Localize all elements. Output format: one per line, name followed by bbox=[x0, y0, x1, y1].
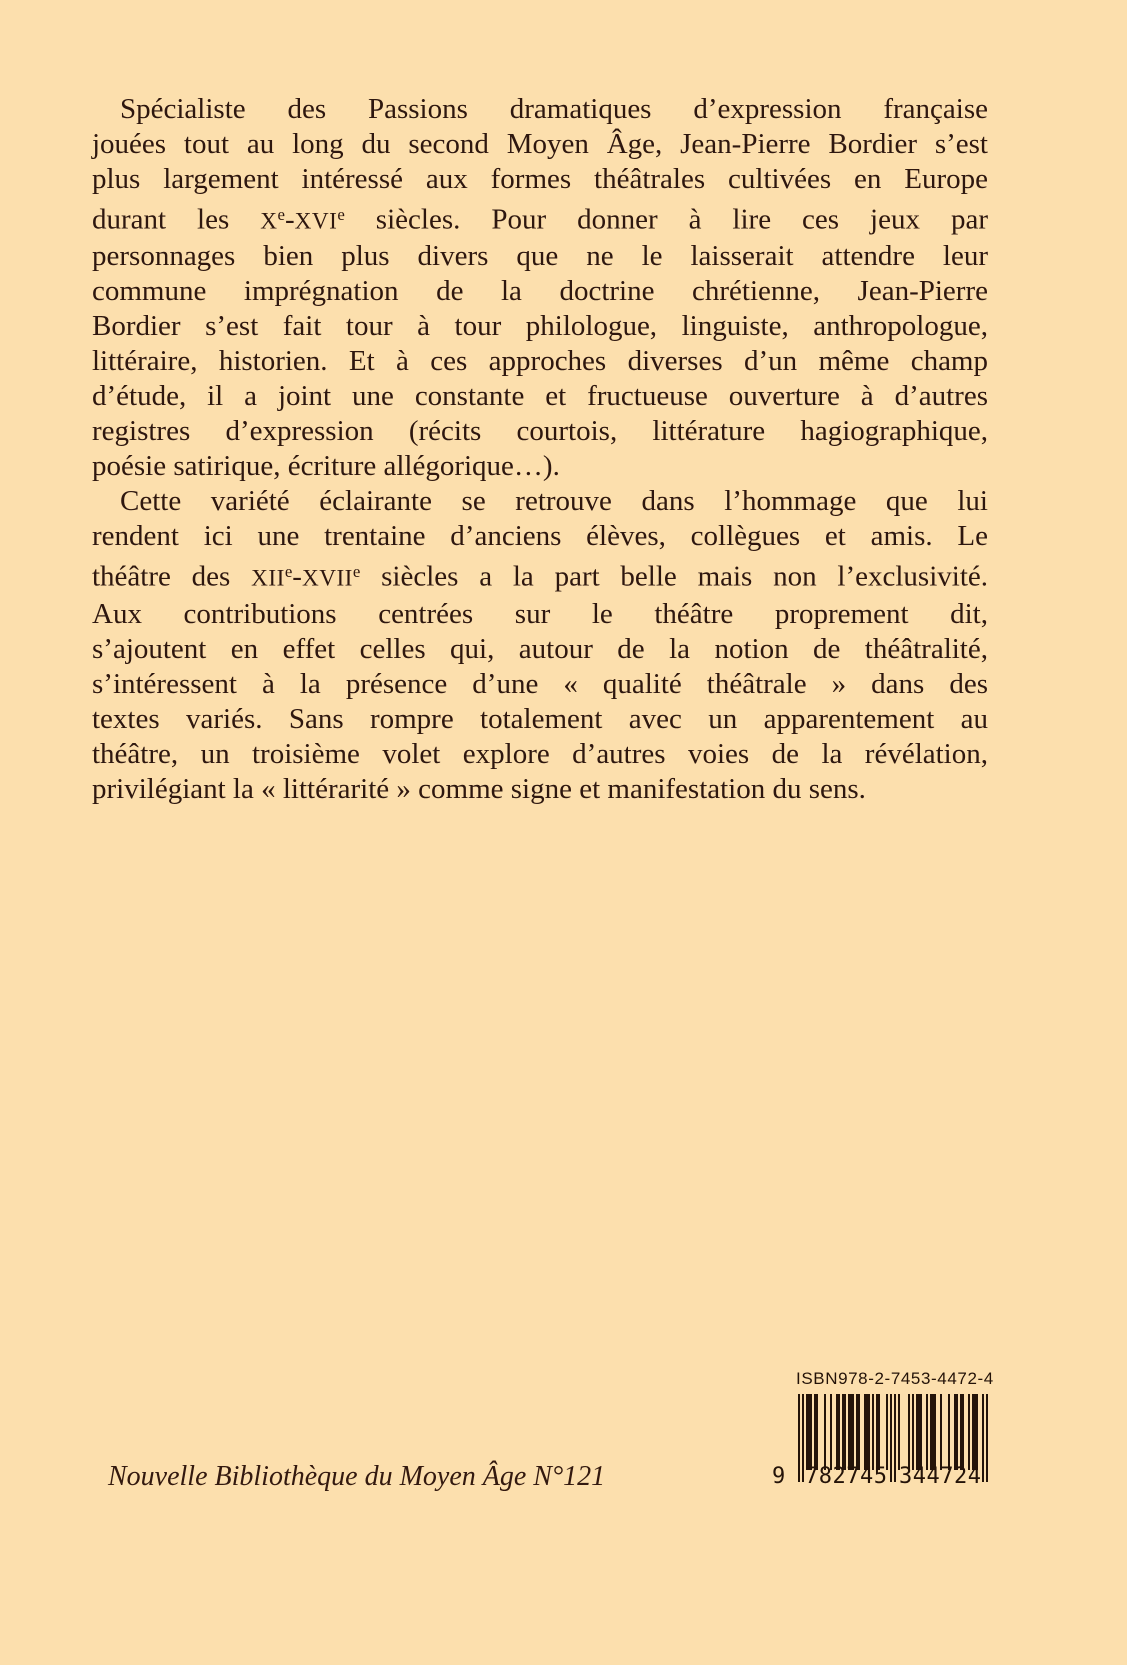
text-line: Spécialiste des Passions dramatiques d’expression française bbox=[120, 93, 988, 125]
barcode-bar bbox=[824, 1394, 826, 1470]
barcode-digit: 5 bbox=[873, 1464, 887, 1489]
barcode-bar bbox=[856, 1394, 860, 1470]
barcode-bar bbox=[864, 1394, 870, 1470]
barcode-bar bbox=[916, 1394, 922, 1470]
isbn-prefix: ISBN bbox=[796, 1369, 839, 1388]
barcode-digit: 2 bbox=[832, 1464, 846, 1489]
text-line: théâtre des XIIe-XVIIe siècles a la part belle mais non l’exclusivité. bbox=[92, 560, 988, 593]
text-line: textes variés. Sans rompre totalement avec un apparentement au bbox=[92, 702, 988, 735]
ordinal-superscript: e bbox=[277, 205, 285, 224]
text-line: plus largement intéressé aux formes théâtrales cultivées en Europe bbox=[92, 163, 988, 195]
series-title: Nouvelle Bibliothèque du Moyen Âge N°121 bbox=[108, 1461, 606, 1492]
barcode-bar bbox=[908, 1394, 910, 1470]
barcode-bar bbox=[848, 1394, 854, 1470]
barcode-bar bbox=[960, 1394, 964, 1470]
paragraph bbox=[92, 484, 988, 806]
text-line: s’ajoutent en effet celles qui, autour de la notion de théâtralité, bbox=[92, 632, 988, 665]
roman-numeral: X bbox=[260, 208, 278, 235]
barcode-digit: 4 bbox=[967, 1464, 981, 1489]
barcode-bar bbox=[802, 1394, 804, 1482]
barcode-bar bbox=[886, 1394, 888, 1470]
barcode-digit: 7 bbox=[940, 1464, 954, 1489]
roman-numeral: XII bbox=[251, 565, 285, 592]
ordinal-superscript: e bbox=[284, 562, 293, 582]
text-line: d’étude, il a joint une constante et fructueuse ouverture à d’autres bbox=[92, 380, 988, 413]
text-line: Bordier s’est fait tour à tour philologue, linguiste, anthropologue, bbox=[92, 310, 988, 343]
barcode-digit: 2 bbox=[954, 1464, 968, 1489]
barcode-bar bbox=[894, 1394, 896, 1482]
barcode-digit: 4 bbox=[860, 1464, 874, 1489]
text-line: commune imprégnation de la doctrine chrétienne, Jean-Pierre bbox=[92, 275, 988, 308]
barcode-digit-group-left bbox=[805, 1464, 887, 1489]
body-text bbox=[92, 92, 988, 807]
barcode-bar bbox=[876, 1394, 880, 1470]
roman-numeral: XVI bbox=[294, 208, 338, 235]
text-line: registres d’expression (récits courtois, littérature hagiographique, bbox=[92, 415, 988, 448]
isbn-barcode-block bbox=[772, 1369, 994, 1494]
barcode-digit: 8 bbox=[818, 1464, 832, 1489]
barcode-digit-group-right bbox=[899, 1464, 981, 1489]
barcode-bar bbox=[842, 1394, 846, 1470]
paragraph bbox=[92, 92, 988, 484]
barcode-bar bbox=[940, 1394, 942, 1470]
barcode-bar bbox=[898, 1394, 900, 1470]
text-line: théâtre, un troisième volet explore d’autres voies de la révélation, bbox=[92, 737, 988, 770]
isbn-number: 978-2-7453-4472-4 bbox=[838, 1369, 994, 1388]
barcode-digit: 7 bbox=[846, 1464, 860, 1489]
text-line: poésie satirique, écriture allégorique…). bbox=[92, 450, 560, 483]
barcode-digit: 3 bbox=[899, 1464, 913, 1489]
barcode-bar bbox=[986, 1394, 988, 1482]
text-line: durant les Xe-XVIe siècles. Pour donner à lire ces jeux par bbox=[92, 203, 988, 236]
text-line: rendent ici une trentaine d’anciens élèves, collègues et amis. Le bbox=[92, 520, 988, 553]
barcode-bar bbox=[972, 1394, 978, 1470]
text-line: Aux contributions centrées sur le théâtre proprement dit, bbox=[92, 597, 988, 630]
text-line: Cette variété éclairante se retrouve dans l’hommage que lui bbox=[120, 485, 988, 518]
ordinal-superscript: e bbox=[337, 205, 345, 224]
barcode-bar bbox=[954, 1394, 958, 1470]
ordinal-superscript: e bbox=[352, 562, 361, 582]
text-line: littéraire, historien. Et à ces approches diverses d’un même champ bbox=[92, 345, 988, 378]
text-line: jouées tout au long du second Moyen Âge, Jean-Pierre Bordier s’est bbox=[92, 128, 988, 160]
barcode-bar bbox=[912, 1394, 914, 1470]
barcode-bar bbox=[830, 1394, 832, 1470]
barcode-bar bbox=[926, 1394, 928, 1470]
text-line: personnages bien plus divers que ne le laisserait attendre leur bbox=[92, 240, 988, 273]
text-line: s’intéressent à la présence d’une « qualité théâtrale » dans des bbox=[92, 667, 988, 700]
barcode-bar bbox=[814, 1394, 818, 1470]
barcode-bar bbox=[890, 1394, 892, 1482]
barcode-digit: 4 bbox=[912, 1464, 926, 1489]
text-line: privilégiant la « littérarité » comme signe et manifestation du sens. bbox=[92, 772, 866, 805]
barcode-digit-lead: 9 bbox=[772, 1464, 786, 1489]
barcode-bar bbox=[982, 1394, 984, 1482]
barcode-bar bbox=[798, 1394, 800, 1482]
barcode-bar bbox=[872, 1394, 874, 1470]
barcode-bar bbox=[806, 1394, 812, 1470]
barcode-bar bbox=[968, 1394, 970, 1470]
roman-numeral: XVII bbox=[301, 565, 353, 592]
isbn-label bbox=[796, 1369, 992, 1389]
barcode-digit: 4 bbox=[926, 1464, 940, 1489]
barcode-bar bbox=[948, 1394, 950, 1470]
barcode-bar bbox=[930, 1394, 936, 1470]
barcode-bar bbox=[836, 1394, 840, 1470]
barcode-digit: 7 bbox=[805, 1464, 819, 1489]
